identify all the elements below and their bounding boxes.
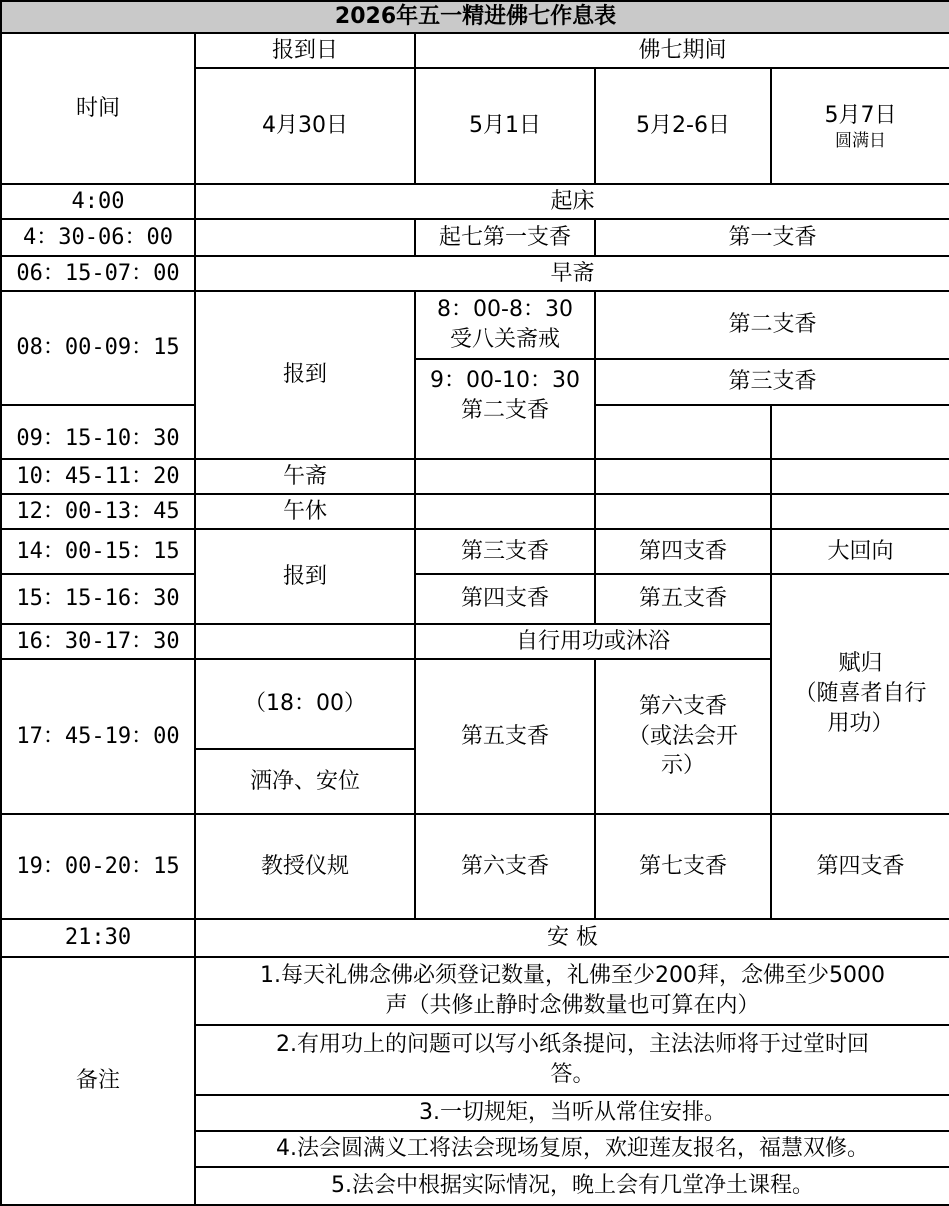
activity-cell: 大回向 <box>771 529 949 574</box>
note-item: 5.法会中根据实际情况，晚上会有几堂净土课程。 <box>195 1167 949 1205</box>
activity-cell <box>595 405 771 459</box>
activity-cell <box>415 494 595 529</box>
date-may1: 5月1日 <box>415 68 595 184</box>
activity-cell: 第三支香 <box>595 359 949 405</box>
note-text: 声（共修止静时念佛数量也可算在内） <box>385 993 760 1018</box>
activity-cell: 第二支香 <box>595 291 949 359</box>
activity-cell <box>771 574 949 814</box>
activity-cell: 第四支香 <box>415 574 595 624</box>
activity-cell <box>771 405 949 459</box>
activity-cell <box>595 494 771 529</box>
activity-cell: 报到 <box>195 291 415 459</box>
activity-cell: 自行用功或沐浴 <box>415 624 771 659</box>
note-item <box>195 957 949 1025</box>
time-cell: 19：00-20：15 <box>1 814 195 919</box>
activity-cell <box>595 659 771 814</box>
activity-text: 示） <box>660 753 705 779</box>
activity-text: 受八关斋戒 <box>449 327 560 352</box>
activity-cell: 安 板 <box>195 919 949 957</box>
activity-cell: 教授仪规 <box>195 814 415 919</box>
activity-cell: 早斋 <box>195 256 949 291</box>
schedule-row <box>1 919 949 957</box>
activity-cell: 第五支香 <box>415 659 595 814</box>
activity-text: （随喜者自行 <box>794 681 927 707</box>
checkin-day-header: 报到日 <box>195 33 415 68</box>
time-cell: 08：00-09：15 <box>1 291 195 405</box>
schedule-row <box>1 459 949 494</box>
schedule-row <box>1 291 949 359</box>
time-cell: 12：00-13：45 <box>1 494 195 529</box>
time-cell: 16：30-17：30 <box>1 624 195 659</box>
activity-cell: 第六支香 <box>415 814 595 919</box>
schedule-row <box>1 494 949 529</box>
schedule-row <box>1 529 949 574</box>
header-row <box>1 33 949 68</box>
activity-cell: 第一支香 <box>595 219 949 256</box>
activity-text: 第六支香 <box>638 693 727 719</box>
date-may2-6: 5月2-6日 <box>595 68 771 184</box>
activity-cell: 午休 <box>195 494 415 529</box>
completion-day-label: 圆满日 <box>835 130 887 151</box>
note-item <box>195 1025 949 1095</box>
schedule-row <box>1 184 949 219</box>
note-text: 1.每天礼佛念佛必须登记数量，礼佛至少200拜，念佛至少5000 <box>260 963 886 989</box>
schedule-row <box>1 256 949 291</box>
retreat-period-header: 佛七期间 <box>415 33 949 68</box>
activity-cell: 报到 <box>195 529 415 624</box>
time-cell: 14：00-15：15 <box>1 529 195 574</box>
activity-time-text: 9：00-10：30 <box>430 368 580 393</box>
time-cell: 4：30-06：00 <box>1 219 195 256</box>
activity-cell <box>415 459 595 494</box>
time-cell: 09：15-10：30 <box>1 405 195 459</box>
activity-text: 第二支香 <box>460 397 549 423</box>
activity-cell: 洒净、安位 <box>195 749 415 814</box>
activity-cell <box>415 291 595 359</box>
time-cell: 17：45-19：00 <box>1 659 195 814</box>
activity-cell: 起七第一支香 <box>415 219 595 256</box>
schedule-row <box>1 814 949 919</box>
note-item: 4.法会圆满义工将法会现场复原，欢迎莲友报名，福慧双修。 <box>195 1131 949 1167</box>
date-may7 <box>771 68 949 184</box>
activity-cell: 午斋 <box>195 459 415 494</box>
date-may7-label: 5月7日 <box>824 102 897 128</box>
activity-cell: 第七支香 <box>595 814 771 919</box>
activity-time-text: 8：00-8：30 <box>437 297 573 323</box>
notes-row <box>1 957 949 1025</box>
activity-cell <box>771 459 949 494</box>
schedule-row <box>1 574 949 624</box>
note-text: 2.有用功上的问题可以写小纸条提问，主法法师将于过堂时回 <box>276 1032 870 1058</box>
activity-cell: 第五支香 <box>595 574 771 624</box>
time-cell: 10：45-11：20 <box>1 459 195 494</box>
activity-cell: 第四支香 <box>771 814 949 919</box>
time-cell: 06：15-07：00 <box>1 256 195 291</box>
activity-text: 赋归 <box>838 651 883 677</box>
activity-cell <box>595 459 771 494</box>
activity-text: （或法会开 <box>627 723 738 749</box>
date-apr30: 4月30日 <box>195 68 415 184</box>
activity-cell: 第三支香 <box>415 529 595 574</box>
time-cell: 21:30 <box>1 919 195 957</box>
note-text: 答。 <box>550 1062 595 1087</box>
activity-cell: （18：00） <box>195 659 415 749</box>
activity-cell <box>195 219 415 256</box>
note-item: 3.一切规矩，当听从常住安排。 <box>195 1095 949 1131</box>
activity-cell: 起床 <box>195 184 949 219</box>
activity-cell <box>195 624 415 659</box>
activity-cell <box>771 494 949 529</box>
activity-cell: 第四支香 <box>595 529 771 574</box>
schedule-title: 2026年五一精进佛七作息表 <box>1 1 949 33</box>
time-cell: 15：15-16：30 <box>1 574 195 624</box>
activity-cell <box>415 359 595 459</box>
schedule-row <box>1 219 949 256</box>
title-row <box>1 1 949 33</box>
time-header: 时间 <box>1 33 195 184</box>
activity-text: 用功） <box>827 710 894 736</box>
notes-label: 备注 <box>1 957 195 1205</box>
time-cell: 4:00 <box>1 184 195 219</box>
